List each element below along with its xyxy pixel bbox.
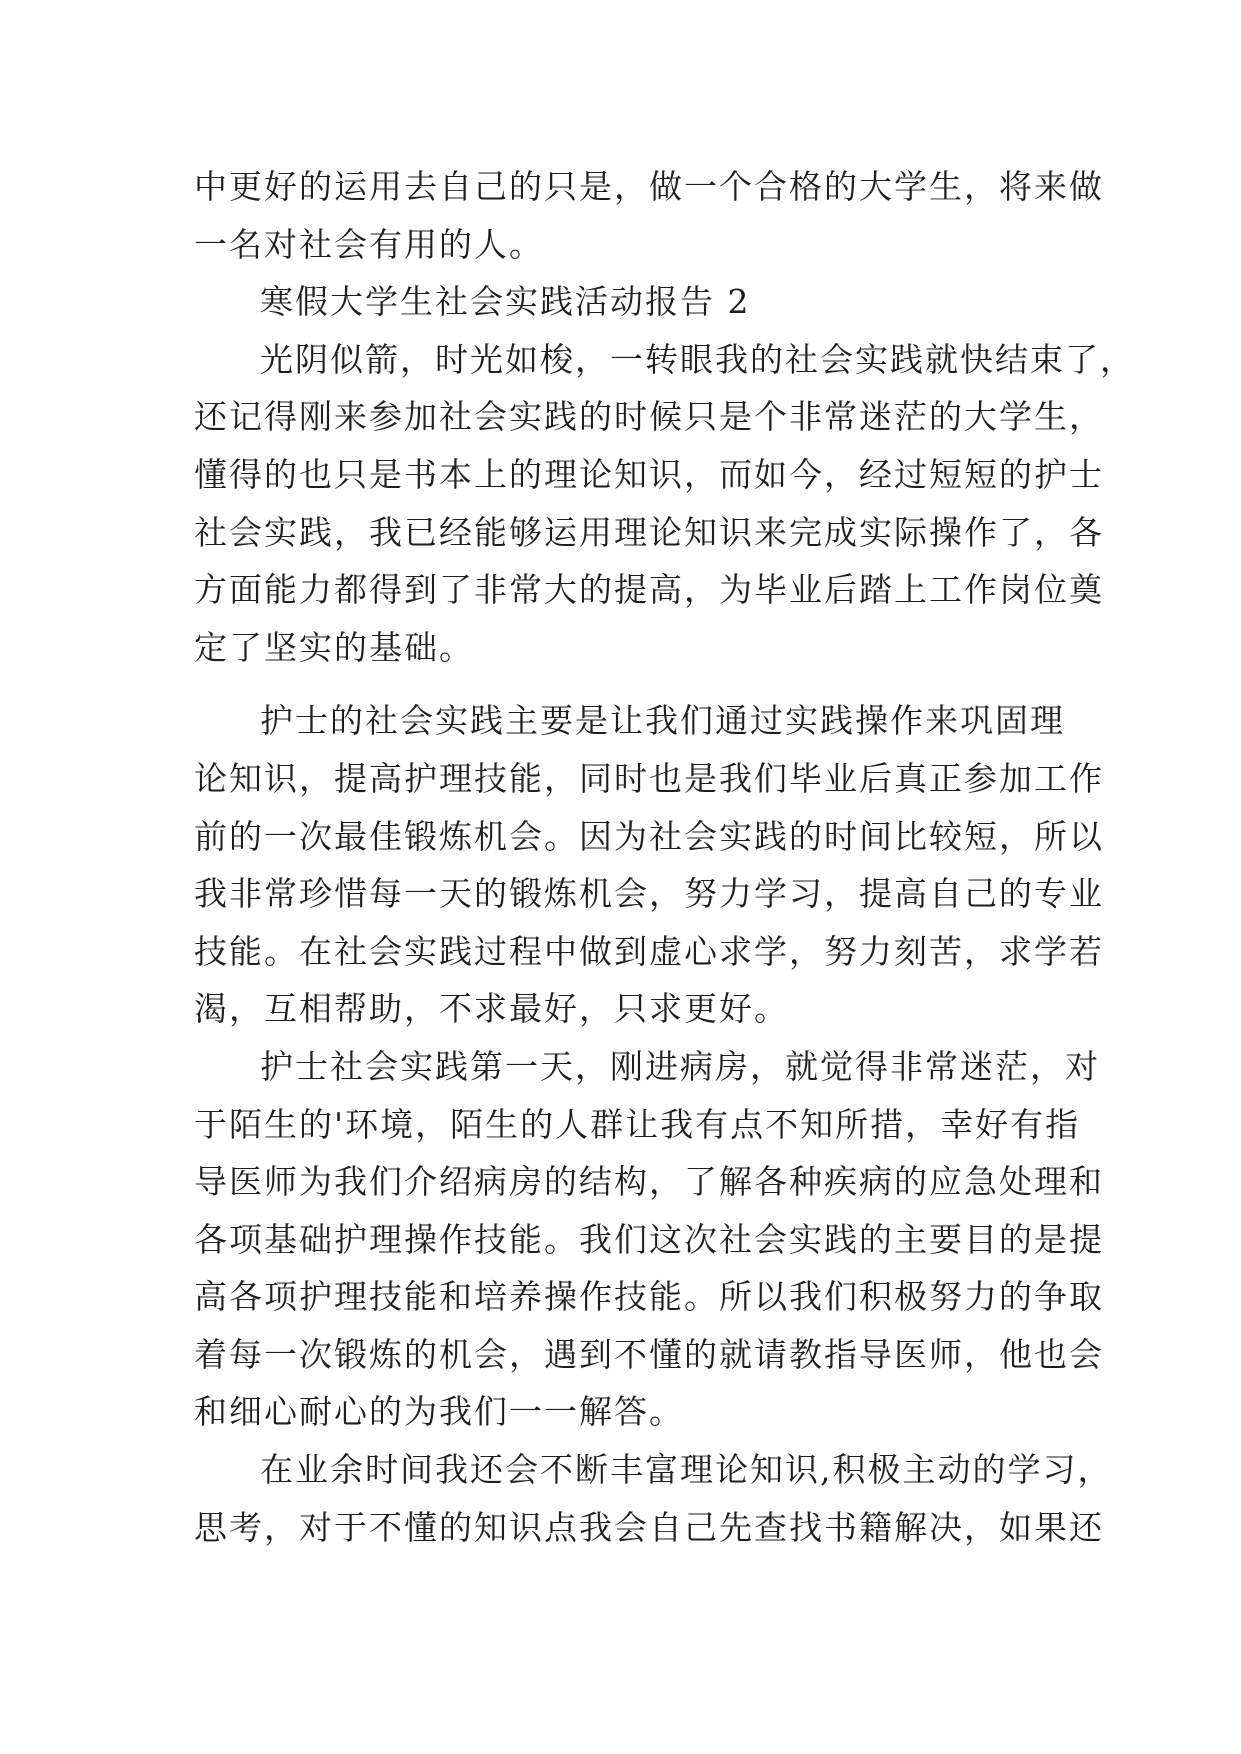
text-line: 着每一次锻炼的机会，遇到不懂的就请教指导医师，他也会 <box>194 1334 1104 1374</box>
text-line: 各项基础护理操作技能。我们这次社会实践的主要目的是提 <box>194 1219 1104 1259</box>
text-line: 中更好的运用去自己的只是，做一个合格的大学生，将来做 <box>194 167 1104 206</box>
text-line: 懂得的也只是书本上的理论知识，而如今，经过短短的护士 <box>194 454 1104 494</box>
text-line: 一名对社会有用的人。 <box>194 224 544 264</box>
text-line: 在业余时间我还会不断丰富理论知识,积极主动的学习， <box>260 1450 1113 1490</box>
text-line: 和细心耐心的为我们一一解答。 <box>194 1392 684 1432</box>
text-line: 导医师为我们介绍病房的结构，了解各种疾病的应急处理和 <box>194 1162 1104 1202</box>
text-line: 护士的社会实践主要是让我们通过实践操作来巩固理 <box>260 701 1065 741</box>
document-body <box>194 158 1135 1556</box>
text-line: 定了坚实的基础。 <box>194 627 474 667</box>
text-line: 前的一次最佳锻炼机会。因为社会实践的时间比较短，所以 <box>194 816 1104 856</box>
text-line: 还记得刚来参加社会实践的时候只是个非常迷茫的大学生， <box>194 397 1104 437</box>
text-line: 高各项护理技能和培养操作技能。所以我们积极努力的争取 <box>194 1277 1104 1317</box>
text-line: 方面能力都得到了非常大的提高，为毕业后踏上工作岗位奠 <box>194 570 1104 610</box>
text-line: 思考，对于不懂的知识点我会自己先查找书籍解决，如果还 <box>194 1507 1104 1547</box>
text-line: 论知识，提高护理技能，同时也是我们毕业后真正参加工作 <box>194 758 1104 798</box>
section-heading: 寒假大学生社会实践活动报告 2 <box>260 282 751 322</box>
text-line: 我非常珍惜每一天的锻炼机会，努力学习，提高自己的专业 <box>194 874 1104 914</box>
text-line: 社会实践，我已经能够运用理论知识来完成实际操作了，各 <box>194 512 1104 552</box>
text-line: 护士社会实践第一天，刚进病房，就觉得非常迷茫，对 <box>260 1046 1100 1086</box>
text-line: 技能。在社会实践过程中做到虚心求学，努力刻苦，求学若 <box>194 931 1104 971</box>
text-line: 光阴似箭，时光如梭，一转眼我的社会实践就快结束了， <box>260 339 1135 379</box>
text-line: 于陌生的'环境，陌生的人群让我有点不知所措，幸好有指 <box>194 1104 1081 1144</box>
text-line: 渴，互相帮助，不求最好，只求更好。 <box>194 989 789 1029</box>
